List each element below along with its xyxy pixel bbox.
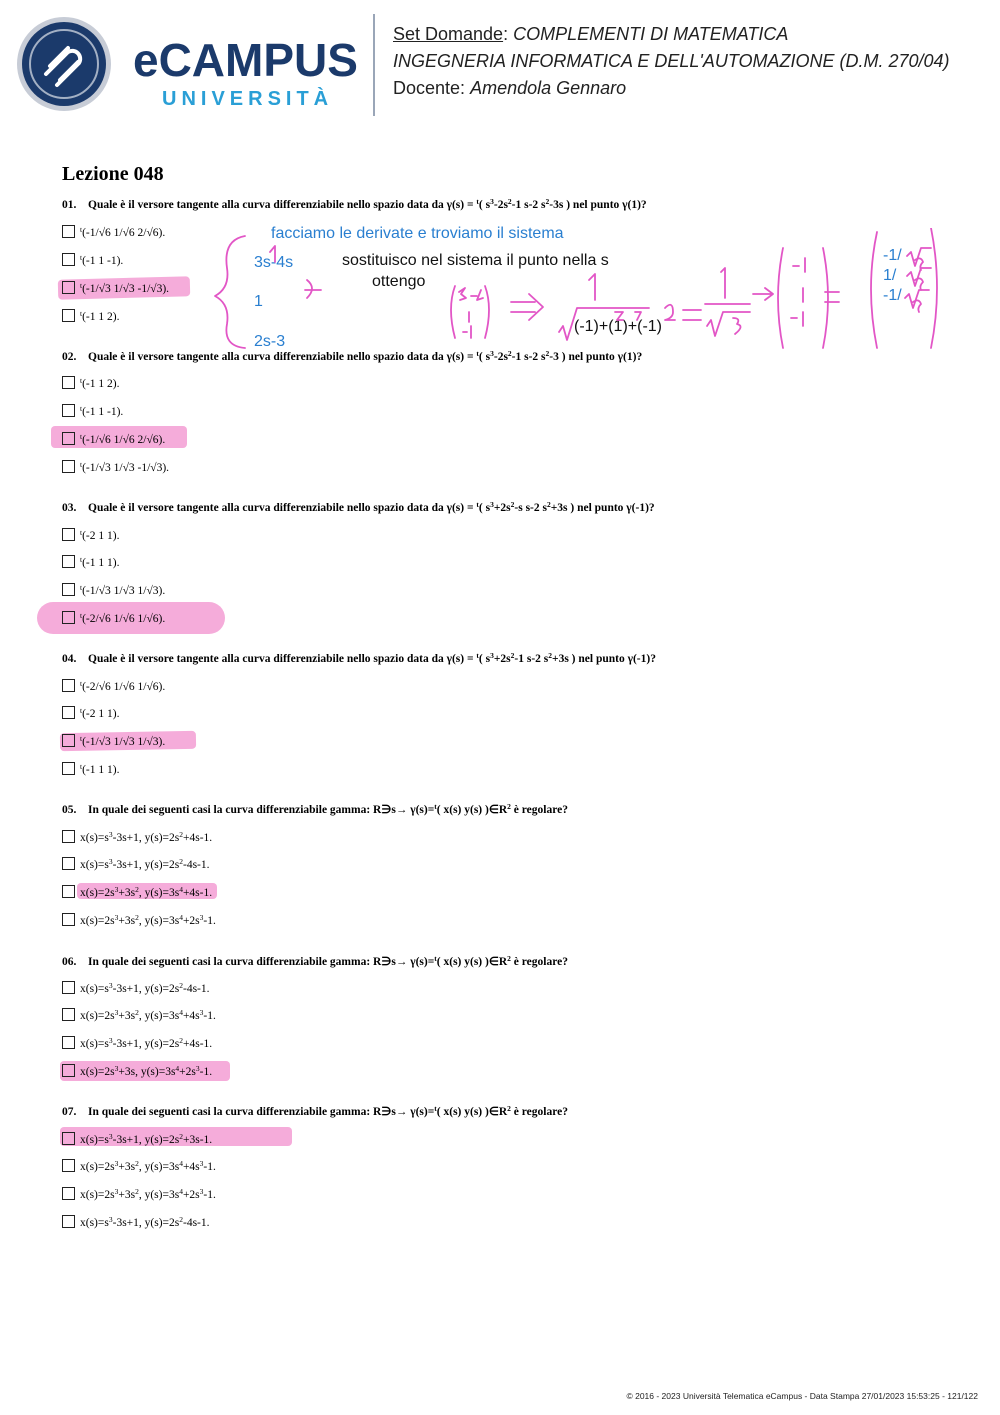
checkbox[interactable] [62, 857, 75, 870]
question-03: 03. Quale è il versore tangente alla curva differenziabile nello spazio data da γ(s) = $^t$( $s^3+2s^2-s$ s-2 $s^2+3s$ ) nel punto γ(-1)? [62, 500, 655, 514]
set-label: Set Domande [393, 24, 504, 44]
annotation-black-sum: (-1)+(1)+(-1) [574, 318, 663, 335]
header-set-line: Set Domande: COMPLEMENTI DI MATEMATICA [393, 24, 789, 44]
annotation-blue-title: facciamo le derivate e troviamo il sistema [271, 225, 564, 242]
header-divider [373, 14, 375, 116]
checkbox[interactable] [62, 830, 75, 843]
course-name: COMPLEMENTI DI MATEMATICA [513, 24, 789, 44]
checkbox[interactable] [62, 555, 75, 568]
checkbox[interactable] [62, 734, 75, 747]
docente-name: Amendola Gennaro [470, 78, 627, 98]
logo-wordmark: eCAMPUS [133, 34, 358, 86]
header-program-line [393, 50, 950, 72]
question-06: 06. In quale dei seguenti casi la curva differenziabile gamma: R∋s→ γ(s)=$^t$( x(s) y(s) )$\in R^2$ è regolare? [62, 954, 568, 968]
checkbox[interactable] [62, 281, 75, 294]
handwritten-strokes [205, 228, 950, 353]
annotation-col-3: -1/ [883, 287, 902, 304]
checkbox[interactable] [62, 981, 75, 994]
checkbox[interactable] [62, 309, 75, 322]
checkbox[interactable] [62, 1008, 75, 1021]
question-07: 07. In quale dei seguenti casi la curva differenziabile gamma: R∋s→ γ(s)=$^t$( x(s) y(s) )$\in R^2$ è regolare? [62, 1104, 568, 1118]
checkbox[interactable] [62, 253, 75, 266]
docente-label: Docente: [393, 78, 466, 98]
checkbox[interactable] [62, 913, 75, 926]
checkbox[interactable] [62, 611, 75, 624]
annotation-black-line1: sostituisco nel sistema il punto nella s [342, 252, 609, 269]
checkbox[interactable] [62, 1132, 75, 1145]
question-05: 05. In quale dei seguenti casi la curva differenziabile gamma: R∋s→ γ(s)=$^t$( x(s) y(s) )$\in R^2$ è regolare? [62, 802, 568, 816]
checkbox[interactable] [62, 376, 75, 389]
checkbox[interactable] [62, 404, 75, 417]
checkbox[interactable] [62, 1187, 75, 1200]
checkbox[interactable] [62, 1036, 75, 1049]
annotation-blue-row2: 1 [254, 293, 263, 310]
question-04: 04. Quale è il versore tangente alla curva differenziabile nello spazio data da γ(s) = $^t$( $s^3+2s^2-1$ s-2 $s^2+3s$ ) nel punto γ(-1)? [62, 651, 656, 665]
checkbox[interactable] [62, 432, 75, 445]
checkbox[interactable] [62, 1159, 75, 1172]
ecampus-logo-icon [16, 16, 112, 112]
program-name: INGEGNERIA INFORMATICA E DELL'AUTOMAZIONE (D.M. 270/04) [393, 51, 950, 71]
checkbox[interactable] [62, 885, 75, 898]
document-page: eCAMPUS UNIVERSITÀ Set Domande: COMPLEMENTI DI MATEMATICA INGEGNERIA INFORMATICA E DELL'AUTOMAZIONE (D.M. 270/04) Docente: Amendola Gennaro Lezione 048 01. Quale è il versore tangente alla curva differenziabile nello spazio data da γ(s) = $^t$( $s^3-2s^2-1$ s-2 $s^2-3s$ ) nel punto γ(1)? $^t$(-1/√6 1/√6 2/√6). $^t$(-1 1 -1). $^t$(-1/√3 1/√3 -1/√3). $^t$(-1 1 2). 02. Quale è il versore tangente alla curva differenziabile nello spazio data da γ(s) = $^t$( $s^3-2s^2-1$ s-2 $s^2-3$ ) nel punto γ(1)? $^t$(-1 1 2). $^t$(-1 1 -1). $^t$(-1/√6 1/√6 2/√6). $^t$(-1/√3 1/√3 -1/√3). 03. Quale è il versore tangente alla curva differenziabile nello spazio data da γ(s) = $^t$( $s^3+2s^2-s$ s-2 $s^2+3s$ ) nel punto γ(-1)? $^t$(-2 1 1). $^t$(-1 1 1). $^t$(-1/√3 1/√3 1/√3). $^t$(-2/√6 1/√6 1/√6). 04. Quale è il versore tangente alla curva differenziabile nello spazio data da γ(s) = $^t$( $s^3+2s^2-1$ s-2 $s^2+3s$ ) nel punto γ(-1)? $^t$(-2/√6 1/√6 1/√6). $^t$(-2 1 1). $^t$(-1/√3 1/√3 1/√3). $^t$(-1 1 1). 05. In quale dei seguenti casi la curva differenziabile gamma: R∋s→ γ(s)=$^t$( x(s) y(s) )$\in R^2$ è regolare? $x(s)=s^3-3s+1$, $y(s)=2s^2+4s-1$. $x(s)=s^3-3s+1$, $y(s)=2s^2-4s-1$. $x(s)=2s^3+3s^2$, $y(s)=3s^4+4s-1$. $x(s)=2s^3+3s^2$, $y(s)=3s^4+2s^3-1$. 06. In quale dei seguenti casi la curva differenziabile gamma: R∋s→ γ(s)=$^t$( x(s) y(s) )$\in R^2$ è regolare? $x(s)=s^3-3s+1$, $y(s)=2s^2-4s-1$. $x(s)=2s^3+3s^2$, $y(s)=3s^4+4s^3-1$. $x(s)=s^3-3s+1$, $y(s)=2s^2+4s-1$. $x(s)=2s^3+3s$, $y(s)=3s^4+2s^3-1$. 07. In quale dei seguenti casi la curva differenziabile gamma: R∋s→ γ(s)=$^t$( x(s) y(s) )$\in R^2$ è regolare? $x(s)=s^3-3s+1$, $y(s)=2s^2+3s-1$. $x(s)=2s^3+3s^2$, $y(s)=3s^4+4s^3-1$. $x(s)=2s^3+3s^2$, $y(s)=3s^4+2s^3-1$. $x(s)=s^3-3s+1$, $y(s)=2s^2-4s-1$. facciamo le derivate e troviamo il sistema 3s-4s 1 2s-3 sostituisco nel sistema il punto nella s ottengo (-1)+(1)+(-1) -1/ 1/ -1/ © 2016 - 2023 Università Telematica eCampus - Data Stampa 27/01/2023 15:53:25 - 121/122 [0, 0, 1000, 1415]
checkbox[interactable] [62, 460, 75, 473]
question-01: 01. Quale è il versore tangente alla curva differenziabile nello spazio data da γ(s) = $^t$( $s^3-2s^2-1$ s-2 $s^2-3s$ ) nel punto γ(1)? [62, 197, 647, 211]
checkbox[interactable] [62, 583, 75, 596]
lesson-title: Lezione 048 [62, 163, 164, 185]
header-docente-line [393, 77, 626, 99]
checkbox[interactable] [62, 1064, 75, 1077]
footer: © 2016 - 2023 Università Telematica eCampus - Data Stampa 27/01/2023 15:53:25 - 121/122 [626, 1391, 978, 1401]
annotation-blue-row3: 2s-3 [254, 333, 286, 350]
checkbox[interactable] [62, 679, 75, 692]
checkbox[interactable] [62, 528, 75, 541]
question-02: 02. Quale è il versore tangente alla curva differenziabile nello spazio data da γ(s) = $^t$( $s^3-2s^2-1$ s-2 $s^2-3$ ) nel punto γ(1)? [62, 349, 643, 363]
annotation-col-2: 1/ [883, 267, 897, 284]
checkbox[interactable] [62, 1215, 75, 1228]
logo-subtitle: UNIVERSITÀ [162, 88, 334, 110]
annotation-black-line2: ottengo [372, 273, 426, 290]
checkbox[interactable] [62, 762, 75, 775]
annotation-blue-row1: 3s-4s [254, 254, 294, 271]
checkbox[interactable] [62, 225, 75, 238]
annotation-col-1: -1/ [883, 247, 902, 264]
checkbox[interactable] [62, 706, 75, 719]
